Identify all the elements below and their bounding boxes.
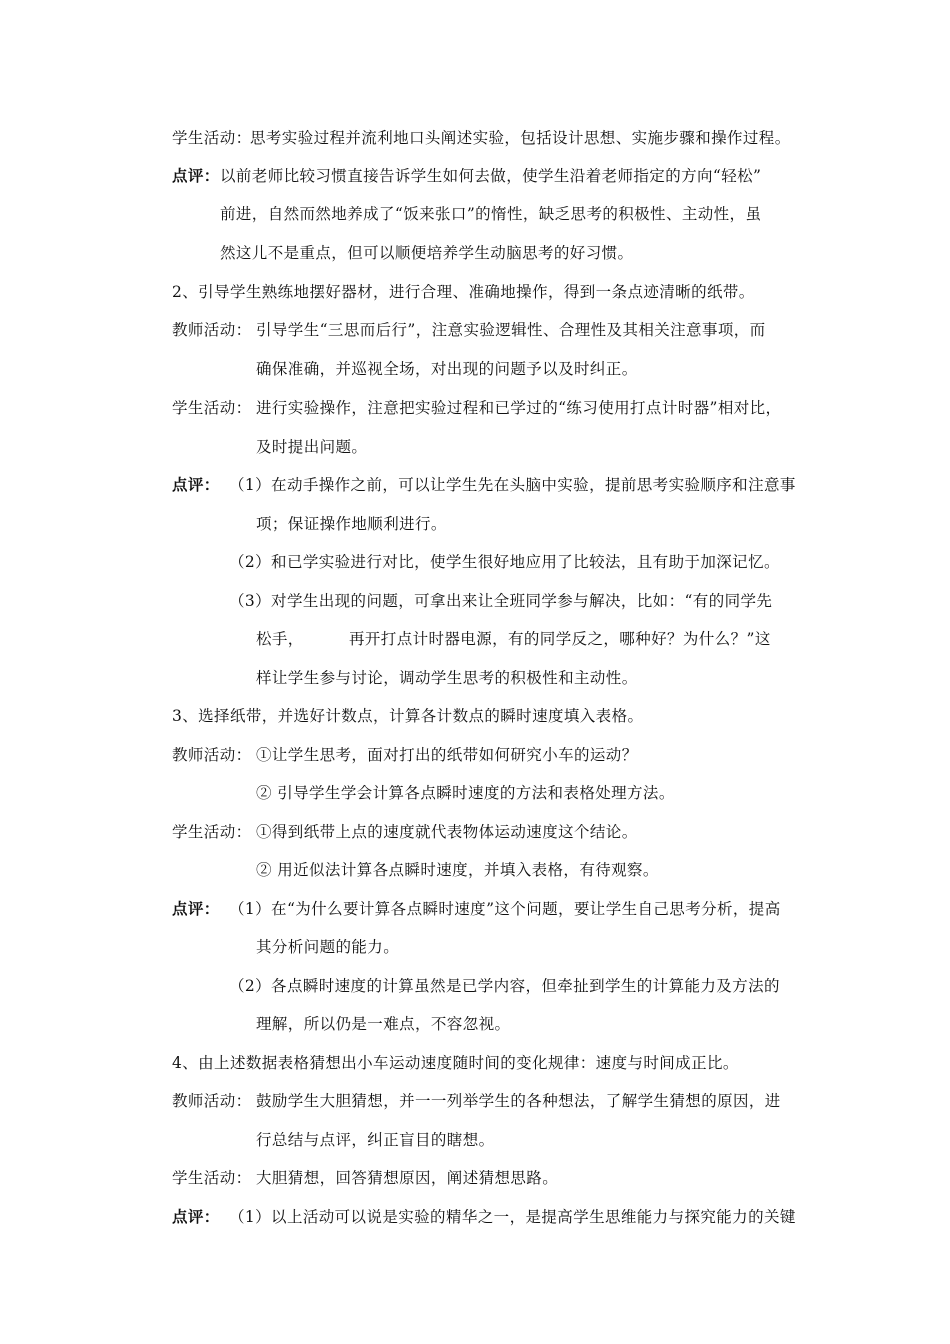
- paragraph-line: 引导学生“三思而后行”，注意实验逻辑性、合理性及其相关注意事项，而: [256, 321, 766, 339]
- paragraph-line: 鼓励学生大胆猜想，并一一列举学生的各种想法，了解学生猜想的原因，进: [256, 1092, 781, 1110]
- paragraph-line: 项；保证操作地顺利进行。: [256, 515, 447, 533]
- paragraph-line: （2）和已学实验进行对比，使学生很好地应用了比较法，且有助于加深记忆。: [229, 553, 780, 571]
- label-comment: 点评：: [172, 899, 220, 918]
- paragraph-line: （1）以上活动可以说是实验的精华之一，是提高学生思维能力与探究能力的关键: [229, 1208, 796, 1226]
- label-comment: 点评：: [172, 166, 220, 185]
- label-student-activity: 学生活动：: [172, 399, 252, 417]
- paragraph-line: ② 用近似法计算各点瞬时速度，并填入表格，有待观察。: [256, 861, 659, 879]
- paragraph-line: （1）在“为什么要计算各点瞬时速度”这个问题，要让学生自己思考分析，提高: [229, 900, 781, 918]
- paragraph-line: （3）对学生出现的问题，可拿出来让全班同学参与解决，比如：“有的同学先: [229, 592, 773, 610]
- paragraph-line: 及时提出问题。: [256, 438, 368, 456]
- section-heading: 2、引导学生熟练地摆好器材，进行合理、准确地操作，得到一条点迹清晰的纸带。: [172, 283, 755, 301]
- paragraph-line: 行总结与点评，纠正盲目的瞎想。: [256, 1131, 495, 1149]
- paragraph-line: 进行实验操作，注意把实验过程和已学过的“练习使用打点计时器”相对比，: [256, 399, 782, 417]
- label-teacher-activity: 教师活动：: [172, 746, 252, 764]
- paragraph-line: 思考实验过程并流利地口头阐述实验，包括设计思想、实施步骤和操作过程。: [250, 129, 791, 147]
- paragraph-line: 确保准确，并巡视全场，对出现的问题予以及时纠正。: [256, 360, 638, 378]
- paragraph-line: 大胆猜想，回答猜想原因，阐述猜想思路。: [256, 1169, 559, 1187]
- label-student-activity: 学生活动：: [172, 823, 252, 841]
- paragraph-line: （1）在动手操作之前，可以让学生先在头脑中实验，提前思考实验顺序和注意事: [229, 476, 796, 494]
- paragraph-line: 然这儿不是重点，但可以顺便培养学生动脑思考的好习惯。: [220, 244, 634, 262]
- label-teacher-activity: 教师活动：: [172, 1092, 252, 1110]
- paragraph-line: 样让学生参与讨论，调动学生思考的积极性和主动性。: [256, 669, 638, 687]
- label-teacher-activity: 教师活动：: [172, 321, 252, 339]
- label-comment: 点评：: [172, 1207, 220, 1226]
- paragraph-line: 理解，所以仍是一难点，不容忽视。: [256, 1015, 511, 1033]
- label-comment: 点评：: [172, 475, 220, 494]
- paragraph-line: （2）各点瞬时速度的计算虽然是已学内容，但牵扯到学生的计算能力及方法的: [229, 977, 780, 995]
- paragraph-line: ② 引导学生学会计算各点瞬时速度的方法和表格处理方法。: [256, 784, 675, 802]
- paragraph-line: 前进，自然而然地养成了“饭来张口”的惰性，缺乏思考的积极性、主动性，虽: [220, 205, 762, 223]
- paragraph-line: 其分析问题的能力。: [256, 938, 400, 956]
- label-student-activity: 学生活动：: [172, 1169, 252, 1187]
- section-heading: 4、由上述数据表格猜想出小车运动速度随时间的变化规律：速度与时间成正比。: [172, 1054, 739, 1072]
- paragraph-line: 以前老师比较习惯直接告诉学生如何去做，使学生沿着老师指定的方向“轻松”: [220, 167, 762, 185]
- label-student-activity: 学生活动：: [172, 129, 252, 147]
- paragraph-line: ①得到纸带上点的速度就代表物体运动速度这个结论。: [256, 823, 638, 841]
- section-heading: 3、选择纸带，并选好计数点，计算各计数点的瞬时速度填入表格。: [172, 707, 644, 725]
- paragraph-line: 松手，: [256, 630, 304, 648]
- paragraph-line: 再开打点计时器电源，有的同学反之，哪种好？为什么？”这: [349, 630, 771, 648]
- paragraph-line: ①让学生思考，面对打出的纸带如何研究小车的运动？: [256, 746, 638, 764]
